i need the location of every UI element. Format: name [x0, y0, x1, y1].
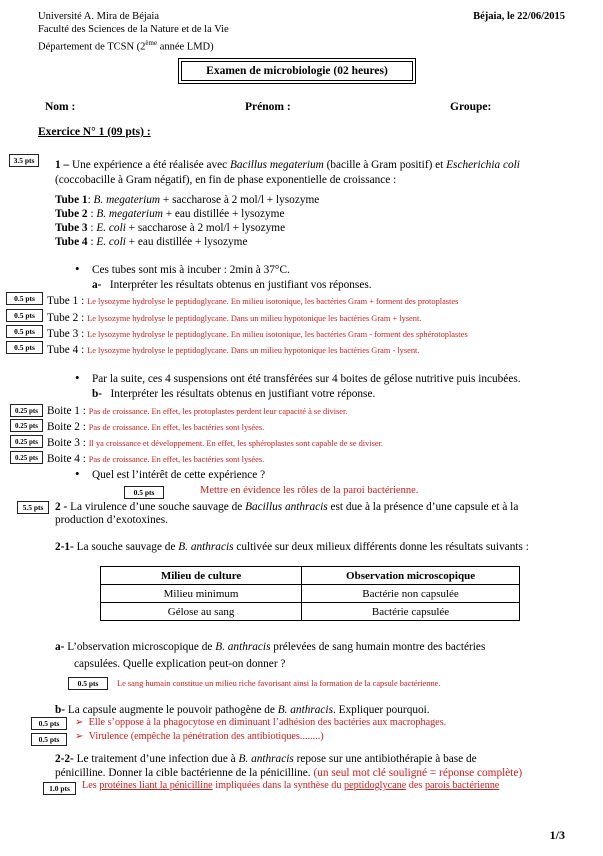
group-field-label: Groupe: — [450, 101, 492, 113]
question-2-2-line2: pénicilline. Donner la cible bactérienne de la pénicilline. (un seul mot clé souligné = réponse complète) — [55, 767, 523, 779]
question-a: a- Interpréter les résultats obtenus en justifiant vos réponses. — [92, 279, 372, 291]
bullet-icon: • — [75, 370, 80, 385]
box-answer: Boite 2 : Pas de croissance. En effet, les bactéries sont lysées. — [47, 421, 265, 433]
arrow-icon: ➢ — [75, 717, 84, 728]
question-1-line2: (coccobacille à Gram négatif), en fin de phase exponentielle de croissance : — [55, 174, 397, 186]
points-box: 0.5 pts — [124, 486, 164, 499]
tube-line: Tube 1: B. megaterium + saccharose à 2 mol/l + lysozyme — [55, 194, 320, 206]
points-box: 0.5 pts — [6, 341, 43, 354]
question-2-1-a-line1: a- L’observation microscopique de B. anthracis prélevées de sang humain montre des bactéries — [55, 641, 486, 653]
question-2-2-answer: Les protéines liant la pénicilline impliquées dans la synthèse du peptidoglycane des parois bactérienne — [82, 780, 500, 791]
question-2-1: 2-1- La souche sauvage de B. anthracis cultivée sur deux milieux différents donne les résultats suivants : — [55, 541, 529, 553]
page-number: 1/3 — [549, 828, 565, 842]
tube-line: Tube 2 : B. megaterium + eau distillée + lysozyme — [55, 208, 285, 220]
question-2-line2: production d’exotoxines. — [55, 514, 168, 526]
arrow-icon: ➢ — [75, 731, 84, 742]
points-box: 0.5 pts — [31, 733, 67, 746]
capsule-answer: ➢ Elle s’oppose à la phagocytose en diminuant l’adhésion des bactéries aux macrophages. — [75, 717, 447, 728]
incubation-text: Ces tubes sont mis à incuber : 2min à 37°C. — [92, 264, 290, 276]
table-header-row — [101, 567, 520, 585]
exam-title: Examen de microbiologie (02 heures) — [181, 61, 413, 81]
bullet-icon: • — [75, 261, 80, 276]
box-answer: Boite 3 : Il ya croissance et développement. En effet, les sphéroplastes sont capable de se diviser. — [47, 437, 384, 449]
transfer-text: Par la suite, ces 4 suspensions ont été transférées sur 4 boites de gélose nutritive puis incubées. — [92, 373, 521, 385]
points-box: 0.5 pts — [6, 292, 43, 305]
question-2-2-line1: 2-2- Le traitement d’une infection due à B. anthracis repose sur une antibiothérapie à base de — [55, 753, 477, 765]
points-box: 0.5 pts — [68, 677, 108, 690]
tube-line: Tube 3 : E. coli + saccharose à 2 mol/l + lysozyme — [55, 222, 286, 234]
interest-answer: Mettre en évidence les rôles de la paroi bactérienne. — [200, 485, 419, 496]
table-row — [101, 603, 520, 621]
interest-question: Quel est l’intérêt de cette expérience ? — [92, 469, 266, 481]
box-answer: Boite 4 : Pas de croissance. En effet, les bactéries sont lysées. — [47, 453, 265, 465]
tube-answer: Tube 4 : Le lysozyme hydrolyse le peptidoglycane. Dans un milieu hypotonique les bactéries Gram - lysent. — [47, 344, 420, 356]
points-box: 0.5 pts — [6, 309, 43, 322]
capsule-answer: ➢ Virulence (empêche la pénétration des antibiotiques........) — [75, 731, 324, 742]
tube-answer: Tube 2 : Le lysozyme hydrolyse le peptidoglycane. Dans un milieu hypotonique les bactéries Gram + lysent. — [47, 312, 422, 324]
question-2-1-a-answer: Le sang humain constitue un milieu riche favorisant ainsi la formation de la capsule bactérienne. — [117, 679, 441, 688]
points-box: 0.5 pts — [6, 325, 43, 338]
table-cell: Bactérie non capsulée — [302, 585, 520, 603]
firstname-field-label: Prénom : — [245, 101, 291, 113]
points-box: 1.0 pts — [43, 782, 76, 795]
question-b: b- Interpréter les résultats obtenus en justifiant votre réponse. — [92, 388, 376, 400]
exercise-title: Exercice N° 1 (09 pts) : — [38, 126, 151, 138]
tube-answer: Tube 1 : Le lysozyme hydrolyse le peptidoglycane. En milieu isotonique, les bactéries Gram + forment des protoplastes — [47, 295, 459, 307]
department-line: Département de TCSN (2ème année LMD) — [38, 39, 214, 53]
university-name: Université A. Mira de Béjaia — [38, 11, 160, 22]
points-box: 0.25 pts — [10, 451, 43, 464]
question-2-line1: 2 - La virulence d’une souche sauvage de Bacillus anthracis est due à la présence d’une capsule et à la — [55, 501, 519, 513]
faculty-name: Faculté des Sciences de la Nature et de la Vie — [38, 24, 229, 35]
question-1-line1: 1 – Une expérience a été réalisée avec Bacillus megaterium (bacille à Gram positif) et Escherichia coli — [55, 159, 520, 171]
culture-table — [100, 566, 520, 621]
question-2-1-b: b- La capsule augmente le pouvoir pathogène de B. anthracis. Expliquer pourquoi. — [55, 704, 430, 716]
points-box: 0.25 pts — [10, 404, 43, 417]
tube-line: Tube 4 : E. coli + eau distillée + lysozyme — [55, 236, 248, 248]
table-cell: Milieu minimum — [101, 585, 302, 603]
tube-answer: Tube 3 : Le lysozyme hydrolyse le peptidoglycane. En milieu isotonique, les bactéries Gram - forment des sphérotoplastes — [47, 328, 468, 340]
table-header-cell: Milieu de culture — [101, 567, 302, 585]
points-box: 3.5 pts — [9, 154, 39, 167]
points-box: 0.5 pts — [31, 717, 67, 730]
table-cell: Gélose au sang — [101, 603, 302, 621]
points-box: 0.25 pts — [10, 435, 43, 448]
points-box: 0.25 pts — [10, 419, 43, 432]
question-2-1-a-line2: capsulées. Quelle explication peut-on donner ? — [74, 658, 286, 670]
box-answer: Boite 1 : Pas de croissance. En effet, les protoplastes perdent leur capacité à se diviser. — [47, 405, 348, 417]
name-field-label: Nom : — [45, 101, 76, 113]
table-row — [101, 585, 520, 603]
points-box: 5.5 pts — [17, 501, 49, 514]
place-date: Béjaia, le 22/06/2015 — [473, 11, 565, 22]
bullet-icon: • — [75, 466, 80, 481]
table-header-cell: Observation microscopique — [302, 567, 520, 585]
title-box — [178, 58, 416, 84]
table-cell: Bactérie capsulée — [302, 603, 520, 621]
